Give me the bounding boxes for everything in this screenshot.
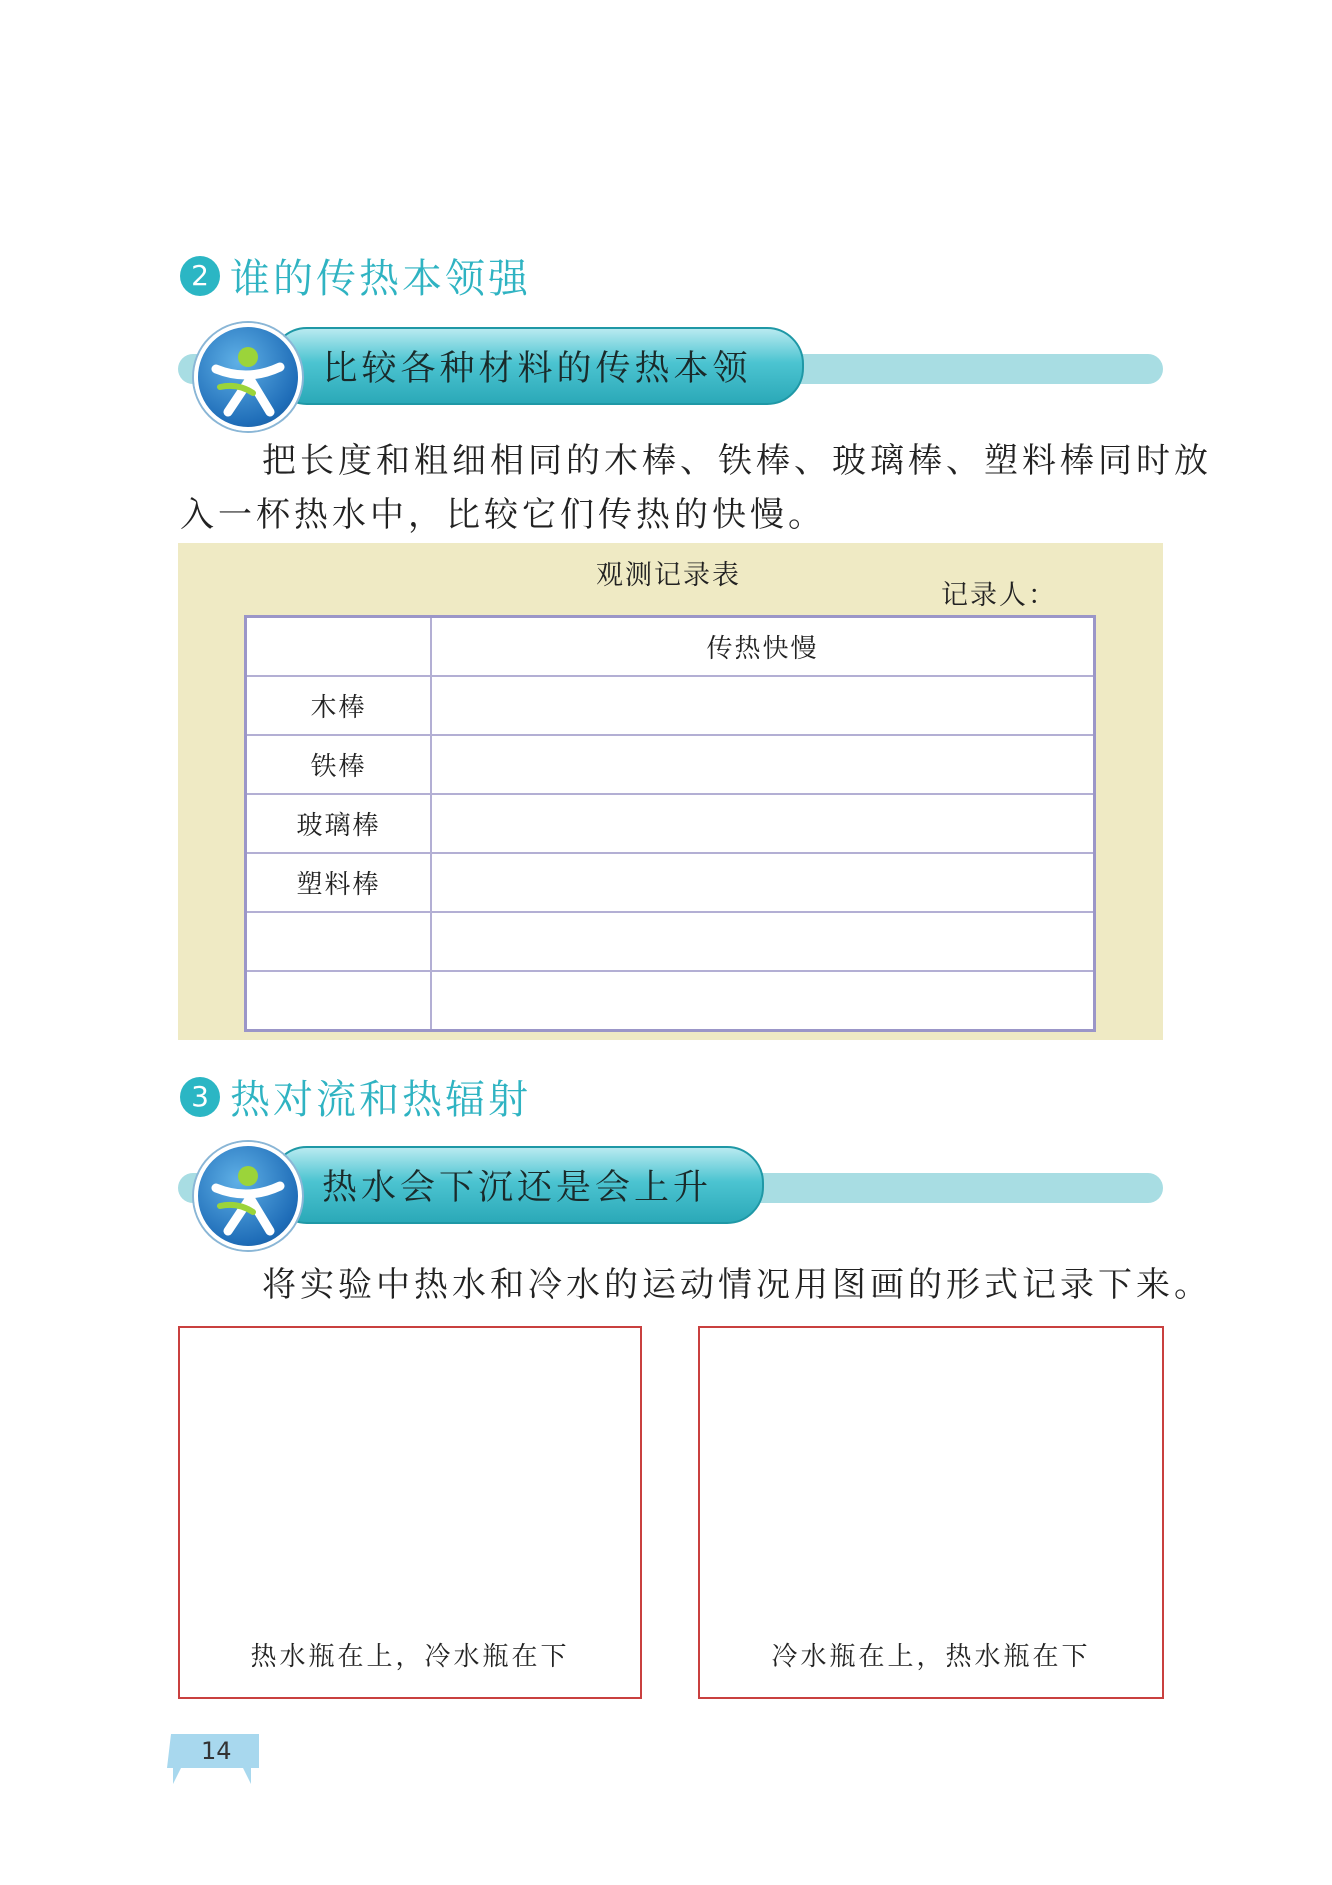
- table-header-speed: 传热快慢: [706, 634, 819, 664]
- table-row: [247, 677, 1093, 736]
- material-label: 塑料棒: [247, 854, 432, 911]
- activity-banner: [178, 1144, 1163, 1254]
- record-panel: [178, 543, 1163, 1040]
- banner-title: 热水会下沉还是会上升: [270, 1146, 764, 1224]
- material-label: 木棒: [247, 677, 432, 734]
- paragraph: 将实验中热水和冷水的运动情况用图画的形式记录下来。: [262, 1265, 1212, 1305]
- answer-cell[interactable]: [432, 677, 1093, 734]
- section-2-heading: [180, 247, 531, 304]
- answer-cell[interactable]: [432, 736, 1093, 793]
- answer-cell[interactable]: [432, 854, 1093, 911]
- drawing-caption: 热水瓶在上，冷水瓶在下: [250, 1642, 570, 1672]
- answer-cell[interactable]: [432, 913, 1093, 970]
- table-header-cell: [247, 618, 432, 675]
- record-table-title: 观测记录表: [596, 560, 741, 591]
- section-3-heading: [180, 1068, 531, 1125]
- section-title: 热对流和热辐射: [230, 1077, 531, 1123]
- table-row: [247, 795, 1093, 854]
- activity-logo-icon: [194, 323, 302, 431]
- table-row: [247, 736, 1093, 795]
- material-label: 玻璃棒: [247, 795, 432, 852]
- activity-banner: [178, 325, 1163, 435]
- table-row: [247, 913, 1093, 972]
- record-table: [244, 615, 1096, 1032]
- paragraph-line-2: 入一杯热水中，比较它们传热的快慢。: [180, 495, 826, 535]
- table-row: [247, 854, 1093, 913]
- drawing-box[interactable]: [178, 1326, 642, 1699]
- drawing-caption: 冷水瓶在上，热水瓶在下: [771, 1642, 1091, 1672]
- banner-title: 比较各种材料的传热本领: [270, 327, 804, 405]
- material-label[interactable]: [247, 972, 432, 1029]
- activity-logo-icon: [194, 1142, 302, 1250]
- drawing-box[interactable]: [698, 1326, 1164, 1699]
- page-number-tab: [163, 1728, 263, 1788]
- section-number: 3: [180, 1077, 220, 1117]
- section-title: 谁的传热本领强: [230, 256, 531, 302]
- material-label: 铁棒: [247, 736, 432, 793]
- answer-cell[interactable]: [432, 972, 1093, 1029]
- paragraph-line-1: 把长度和粗细相同的木棒、铁棒、玻璃棒、塑料棒同时放: [262, 441, 1212, 481]
- answer-cell[interactable]: [432, 795, 1093, 852]
- page-number: 14: [201, 1737, 232, 1765]
- table-header-row: [247, 618, 1093, 677]
- material-label[interactable]: [247, 913, 432, 970]
- table-row: [247, 972, 1093, 1029]
- recorder-label: 记录人：: [941, 580, 1057, 611]
- section-number: 2: [180, 256, 220, 296]
